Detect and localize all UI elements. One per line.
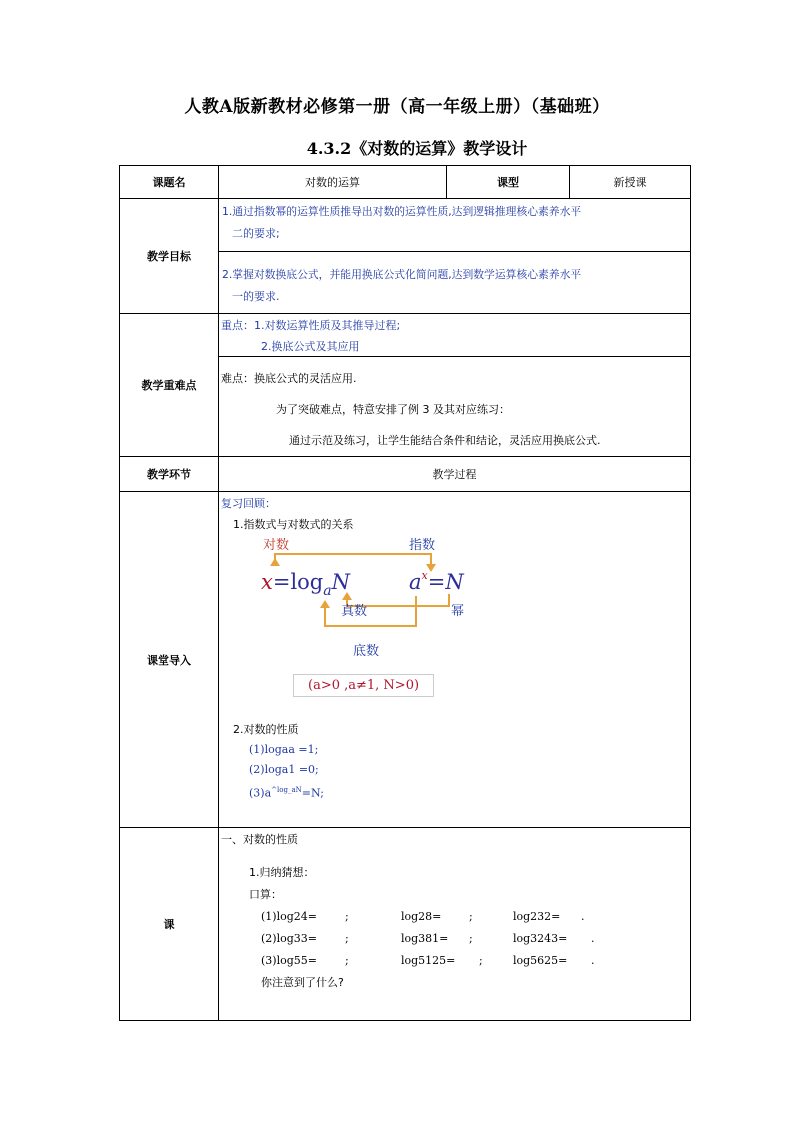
formula-N: N — [331, 570, 350, 594]
diff-line-1: 难点：换底公式的灵活应用. — [221, 372, 357, 385]
log-formula — [261, 570, 350, 599]
topic-label: 课题名 — [120, 166, 219, 199]
real-number-label: 真数 — [341, 604, 368, 619]
goal-2-line-2: 一的要求. — [232, 290, 280, 303]
document-title: 人教A版新教材必修第一册（高一年级上册）（基础班） — [184, 97, 610, 117]
topic-value: 对数的运算 — [219, 166, 447, 199]
properties-list — [221, 740, 688, 804]
formula-exp-a: a — [409, 570, 422, 594]
oral-heading: 口算： — [249, 888, 282, 901]
goal-1 — [219, 199, 690, 252]
property-2: (2)loga1 =0; — [249, 763, 319, 776]
intro-item-2 — [221, 720, 688, 740]
calc-list — [221, 906, 688, 972]
formula-x: x — [261, 570, 273, 594]
goal-1-line-1: 1.通过指数幂的运算性质推导出对数的运算性质,达到逻辑推理核心素养水平 — [222, 205, 582, 218]
review-heading: 复习回顾： — [221, 497, 276, 510]
difficulty-points — [219, 357, 690, 456]
section-heading: 一、对数的性质 — [221, 833, 298, 846]
question: 你注意到了什么? — [261, 976, 344, 989]
log-label: 对数 — [263, 538, 290, 553]
intro-item-1: 1.指数式与对数式的关系 — [233, 518, 354, 531]
formula-eq-log: =log — [272, 570, 324, 594]
condition-box — [293, 674, 434, 697]
exp-formula — [409, 570, 464, 594]
keypoints-label: 教学重难点 — [120, 314, 219, 457]
base-label: 底数 — [353, 644, 380, 659]
formula-exp-x: x — [421, 569, 428, 582]
exp-log-diagram — [261, 536, 491, 706]
key-line-2: 2.换底公式及其应用 — [261, 340, 360, 353]
intro-label: 课堂导入 — [120, 492, 219, 828]
goal-2 — [219, 252, 690, 308]
formula-base-a: a — [323, 583, 332, 599]
calc-row-2: (2)log33= ; log381= ; log3243= . — [261, 932, 595, 945]
property-1: (1)logaa =1; — [249, 743, 319, 756]
key-line-1: 重点：1.对数运算性质及其推导过程; — [221, 319, 401, 332]
lesson-label: 课 — [120, 828, 219, 1021]
lesson-type-value: 新授课 — [570, 166, 691, 199]
exp-label: 指数 — [409, 538, 436, 553]
lesson-type-label: 课型 — [447, 166, 570, 199]
stage-label: 教学环节 — [120, 457, 219, 492]
document-subtitle: 4.3.2《对数的运算》教学设计 — [306, 139, 528, 158]
formula-exp-N: N — [445, 570, 464, 594]
calc-row-3: (3)log55= ; log5125= ; log5625= . — [261, 954, 595, 967]
guess-heading: 1.归纳猜想： — [249, 866, 315, 879]
intro-item-2-text: 2.对数的性质 — [233, 723, 299, 736]
calc-row-1: (1)log24= ; log28= ; log232= . — [261, 910, 585, 923]
condition-text: (a>0 ,a≠1, N>0) — [308, 678, 420, 693]
diff-line-2: 为了突破难点，特意安排了例 3 及其对应练习： — [276, 403, 510, 416]
key-points — [219, 314, 690, 357]
diff-line-3: 通过示范及练习，让学生能结合条件和结论，灵活应用换底公式. — [289, 434, 601, 447]
goal-2-line-1: 2.掌握对数换底公式，并能用换底公式化简问题,达到数学运算核心素养水平 — [222, 268, 582, 281]
lesson-plan-table — [119, 165, 691, 1021]
power-label: 幂 — [451, 604, 465, 619]
goals-label: 教学目标 — [120, 199, 219, 314]
goal-1-line-2: 二的要求; — [232, 227, 280, 240]
property-3: $(3)a^{\^{}log\_aN}=N$; — [249, 786, 324, 800]
formula-exp-eq: = — [427, 570, 446, 594]
process-label: 教学过程 — [219, 457, 691, 492]
